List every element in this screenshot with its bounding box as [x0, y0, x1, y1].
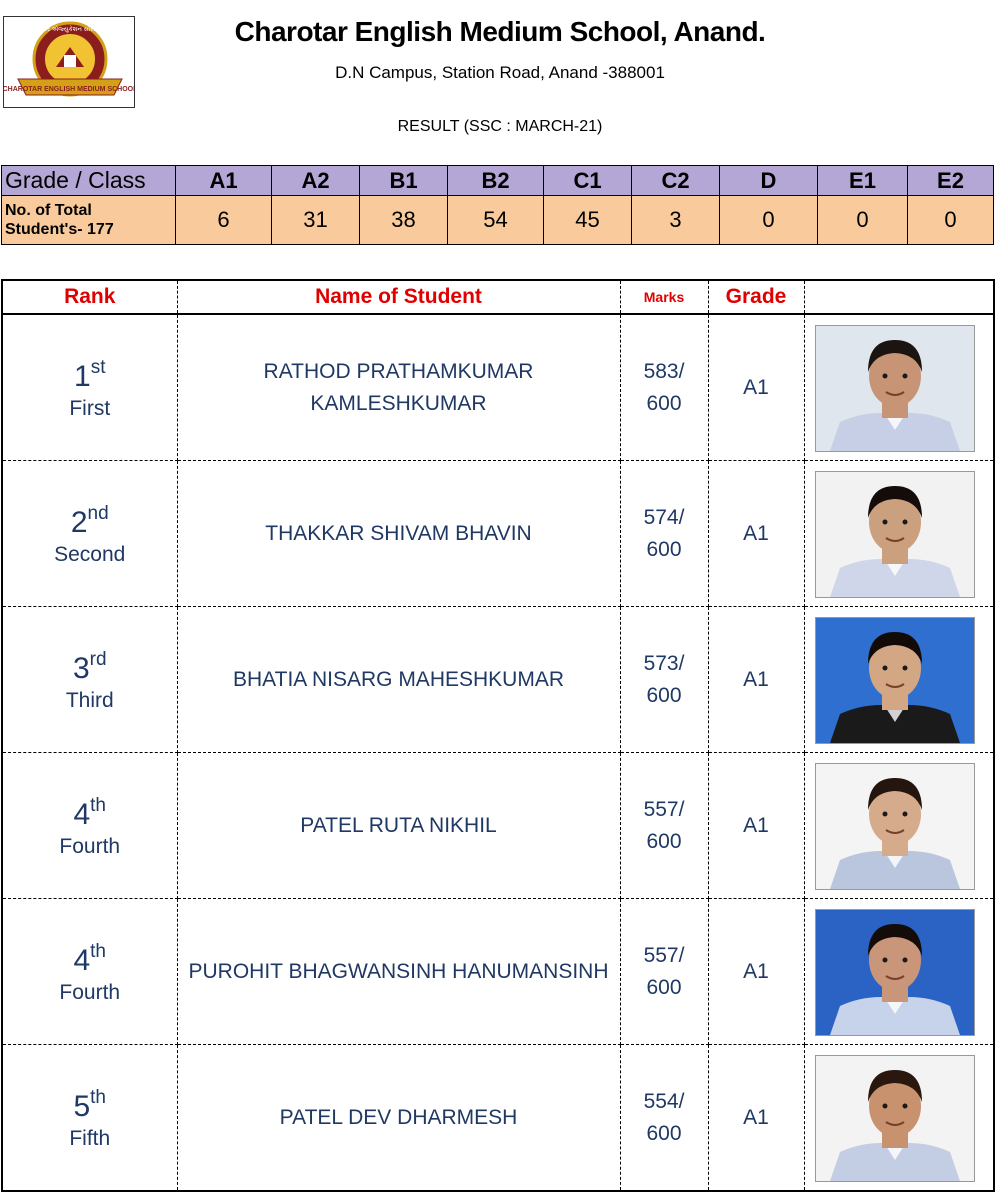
grade-cell: A1	[708, 607, 804, 753]
table-row	[2, 753, 994, 899]
marks-cell	[620, 753, 708, 899]
student-name-cell	[177, 753, 620, 899]
marks-total: 600	[646, 537, 682, 561]
total-students-label: No. of Total Student's- 177	[2, 196, 176, 245]
toppers-header-row	[2, 280, 994, 314]
table-row	[2, 899, 994, 1045]
rank-header: Rank	[2, 280, 177, 314]
grade-summary-table	[1, 165, 994, 245]
rank-number: 4	[73, 798, 91, 831]
photo-cell	[804, 314, 994, 461]
rank-suffix: nd	[87, 503, 109, 524]
svg-text:ચરોતર એજ્યુકેશન સોસાયટી: ચરોતર એજ્યુકેશન સોસાયટી	[33, 26, 107, 33]
marks-total: 600	[646, 1121, 682, 1145]
grade-header: Grade	[708, 280, 804, 314]
student-photo	[815, 763, 975, 890]
grade-header: E1	[818, 166, 908, 196]
student-name-cell	[177, 899, 620, 1045]
photo-cell	[804, 753, 994, 899]
grade-count: 3	[632, 196, 720, 245]
marks-total: 600	[646, 975, 682, 999]
rank-cell	[2, 1045, 177, 1192]
marks-obtained: 557/	[643, 797, 685, 821]
rank-number: 2	[70, 506, 88, 539]
grade-count-row	[2, 196, 994, 245]
student-name: THAKKAR SHIVAM BHAVIN	[265, 521, 532, 545]
grade-cell: A1	[708, 753, 804, 899]
photo-cell	[804, 461, 994, 607]
school-emblem-icon	[4, 17, 134, 107]
student-name: PATEL RUTA NIKHIL	[300, 813, 497, 837]
grade-cell: A1	[708, 314, 804, 461]
student-portrait-icon	[816, 910, 974, 1035]
student-name-cell	[177, 607, 620, 753]
marks-cell	[620, 461, 708, 607]
rank-number: 1	[74, 360, 91, 393]
student-photo	[815, 909, 975, 1036]
grade-header: C1	[544, 166, 632, 196]
marks-total: 600	[646, 829, 682, 853]
grade-count: 31	[272, 196, 360, 245]
rank-number: 3	[72, 652, 90, 685]
student-name: PATEL DEV DHARMESH	[279, 1105, 518, 1129]
grade-header: A1	[176, 166, 272, 196]
rank-cell	[2, 753, 177, 899]
rank-cell	[2, 314, 177, 461]
school-address: D.N Campus, Station Road, Anand -388001	[335, 63, 665, 82]
rank-word: Fourth	[59, 981, 121, 1004]
table-row	[2, 1045, 994, 1192]
grade-class-label: Grade / Class	[2, 166, 176, 196]
marks-total: 600	[646, 683, 682, 707]
marks-header: Marks	[620, 280, 708, 314]
rank-number: 5	[73, 1090, 91, 1123]
student-portrait-icon	[816, 472, 974, 597]
student-photo	[815, 617, 975, 744]
school-logo	[3, 16, 135, 108]
rank-cell	[2, 607, 177, 753]
rank-word: Fifth	[69, 1127, 111, 1150]
rank-cell	[2, 461, 177, 607]
svg-text:CHAROTAR ENGLISH MEDIUM SCHOOL: CHAROTAR ENGLISH MEDIUM SCHOOL	[4, 86, 134, 93]
rank-suffix: th	[90, 795, 107, 816]
grade-count: 0	[818, 196, 908, 245]
rank-word: Third	[65, 689, 114, 712]
rank-number: 4	[73, 944, 91, 977]
marks-total: 600	[646, 391, 682, 415]
rank-word: First	[69, 397, 111, 420]
marks-cell	[620, 1045, 708, 1192]
grade-count: 6	[176, 196, 272, 245]
marks-obtained: 554/	[643, 1089, 685, 1113]
grade-header: A2	[272, 166, 360, 196]
grade-header: B1	[360, 166, 448, 196]
rank-word: Fourth	[59, 835, 121, 858]
grade-header: D	[720, 166, 818, 196]
grade-count: 0	[720, 196, 818, 245]
rank-word: Second	[54, 543, 126, 566]
grade-header: B2	[448, 166, 544, 196]
marks-obtained: 583/	[643, 359, 685, 383]
rank-cell	[2, 899, 177, 1045]
student-photo	[815, 325, 975, 452]
table-row	[2, 607, 994, 753]
student-photo	[815, 1055, 975, 1182]
school-name: Charotar English Medium School, Anand.	[234, 16, 766, 47]
grade-cell: A1	[708, 1045, 804, 1192]
student-name-cell	[177, 1045, 620, 1192]
toppers-table	[1, 279, 995, 1192]
student-portrait-icon	[816, 764, 974, 889]
student-name-cell	[177, 314, 620, 461]
rank-suffix: rd	[89, 649, 107, 670]
grade-count: 0	[908, 196, 994, 245]
name-header: Name of Student	[177, 280, 620, 314]
table-row	[2, 461, 994, 607]
marks-obtained: 557/	[643, 943, 685, 967]
rank-suffix: th	[90, 1087, 107, 1108]
marks-cell	[620, 899, 708, 1045]
rank-suffix: st	[90, 357, 106, 378]
photo-header	[804, 280, 994, 314]
grade-cell: A1	[708, 461, 804, 607]
grade-count: 38	[360, 196, 448, 245]
rank-suffix: th	[90, 941, 107, 962]
result-title: RESULT (SSC : MARCH-21)	[397, 118, 603, 135]
grade-header-row	[2, 166, 994, 196]
marks-cell	[620, 314, 708, 461]
grade-count: 54	[448, 196, 544, 245]
photo-cell	[804, 607, 994, 753]
student-name-line2: KAMLESHKUMAR	[310, 391, 487, 415]
grade-count: 45	[544, 196, 632, 245]
table-row	[2, 314, 994, 461]
marks-obtained: 574/	[643, 505, 685, 529]
student-portrait-icon	[816, 326, 974, 451]
grade-header: C2	[632, 166, 720, 196]
marks-obtained: 573/	[643, 651, 685, 675]
student-name: PUROHIT BHAGWANSINH HANUMANSINH	[188, 959, 609, 983]
student-portrait-icon	[816, 1056, 974, 1181]
student-name: BHATIA NISARG MAHESHKUMAR	[233, 667, 564, 691]
photo-cell	[804, 1045, 994, 1192]
student-portrait-icon	[816, 618, 974, 743]
grade-cell: A1	[708, 899, 804, 1045]
grade-header: E2	[908, 166, 994, 196]
student-name: RATHOD PRATHAMKUMAR	[263, 359, 534, 383]
student-photo	[815, 471, 975, 598]
photo-cell	[804, 899, 994, 1045]
student-name-cell	[177, 461, 620, 607]
marks-cell	[620, 607, 708, 753]
